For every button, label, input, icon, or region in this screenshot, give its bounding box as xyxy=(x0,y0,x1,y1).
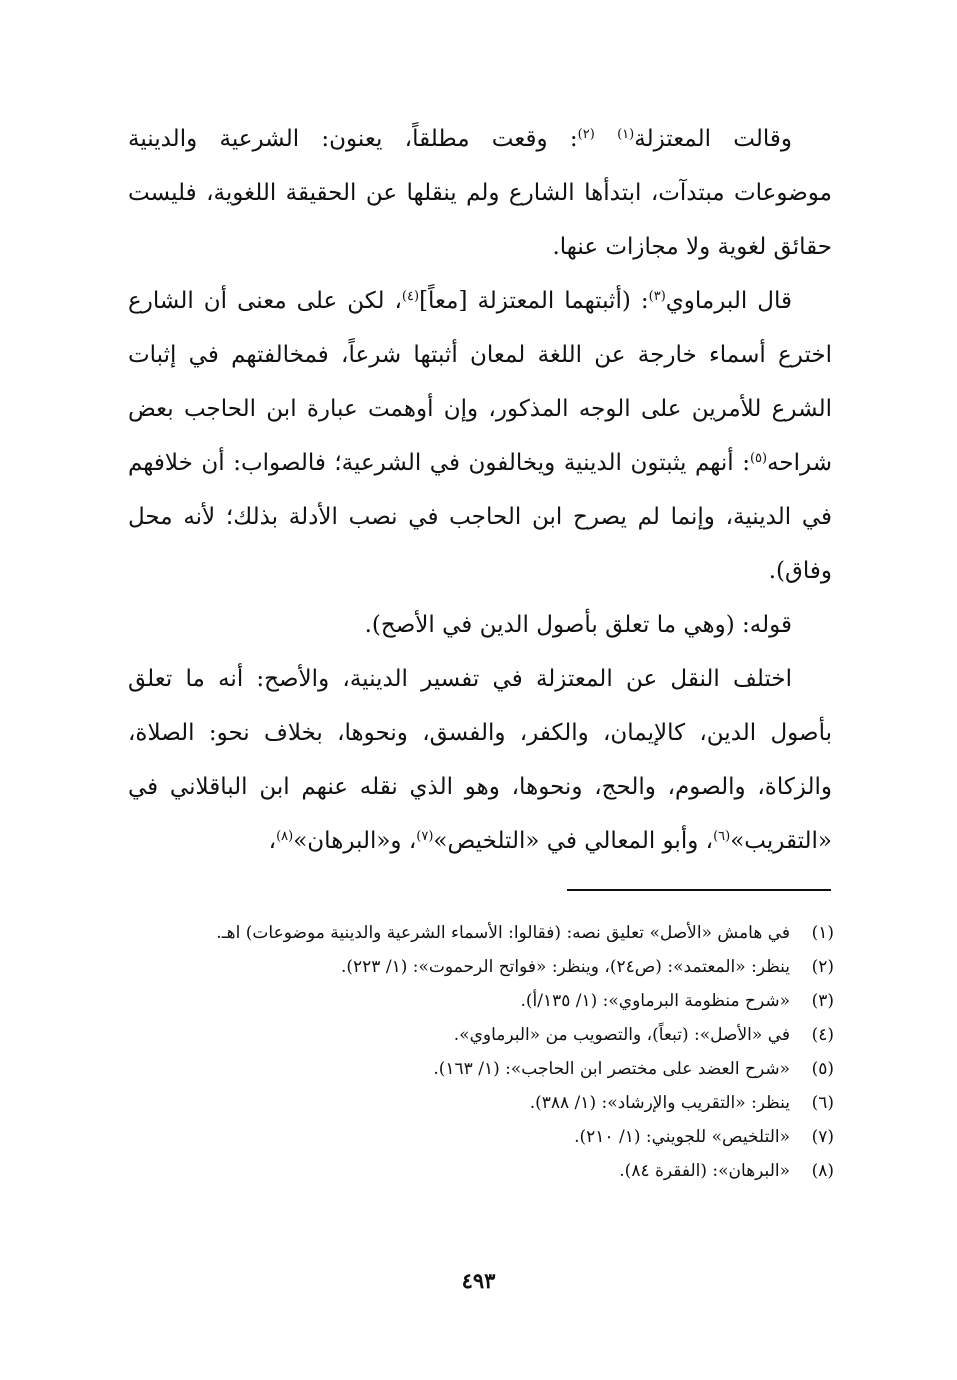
footnote-number: (٣) xyxy=(811,991,834,1011)
footnote-item xyxy=(120,916,834,950)
text-run: وقالت المعتزلة xyxy=(634,126,792,152)
main-text xyxy=(128,112,832,868)
paragraph xyxy=(128,112,832,274)
footnote-text: ينظر: «المعتمد»: (ص٢٤)، وينظر: «فواتح الرحموت»: (١/ ٢٢٣). xyxy=(340,957,790,977)
footnote-number: (٥) xyxy=(811,1059,834,1079)
footnote-text: ينظر: «التقريب والإرشاد»: (١/ ٣٨٨). xyxy=(529,1093,790,1113)
text-run: : (أثبتهما المعتزلة [معاً] xyxy=(419,288,649,314)
footnote-text: في هامش «الأصل» تعليق نصه: (فقالوا: الأسماء الشرعية والدينية موضوعات) اهـ. xyxy=(216,923,790,943)
footnote-item xyxy=(120,1018,834,1052)
text-run xyxy=(595,126,617,152)
footnote-item xyxy=(120,1086,834,1120)
footnote-text: «التلخيص» للجويني: (١/ ٢١٠). xyxy=(574,1127,790,1147)
footnote-item xyxy=(120,950,834,984)
footnote-text: في «الأصل»: (تبعاً)، والتصويب من «البرماوي». xyxy=(453,1025,790,1045)
paragraph xyxy=(128,598,832,652)
footnote-text: «البرهان»: (الفقرة ٨٤). xyxy=(619,1161,790,1181)
footnote-ref[interactable]: (٨) xyxy=(276,829,294,844)
footnote-ref[interactable]: (٢) xyxy=(577,127,595,142)
footnotes xyxy=(120,916,834,1188)
footnote-number: (٧) xyxy=(811,1127,834,1147)
footnote-text: «شرح العضد على مختصر ابن الحاجب»: (١/ ١٦٣). xyxy=(433,1059,790,1079)
text-run: : أنهم يثبتون الدينية ويخالفون في الشرعية؛ فالصواب: أن خلافهم في الدينية، وإنما لم يصرح ابن الحاجب في نصب الأدلة بذلك؛ لأنه محل وفاق). xyxy=(128,450,832,584)
footnote-number: (٤) xyxy=(811,1025,834,1045)
text-run: قوله: (وهي ما تعلق بأصول الدين في الأصح). xyxy=(364,612,792,638)
footnote-ref[interactable]: (٣) xyxy=(648,289,666,304)
footnote-number: (١) xyxy=(811,923,834,943)
footnote-ref[interactable]: (٤) xyxy=(401,289,420,304)
footnote-item xyxy=(120,1052,834,1086)
footnote-ref[interactable]: (٥) xyxy=(749,451,768,466)
footnote-item xyxy=(120,984,834,1018)
text-run: اختلف النقل عن المعتزلة في تفسير الدينية، والأصح: أنه ما تعلق بأصول الدين، كالإيمان، والكفر، والفسق، ونحوها، بخلاف نحو: الصلاة، والزكاة، والصوم، والحج، ونحوها، وهو الذي نقله عنهم ابن الباقلاني في «التقريب» xyxy=(128,666,832,854)
footnote-separator xyxy=(567,889,831,891)
page-number: ٤٩٣ xyxy=(461,1268,496,1293)
text-run: ، لكن على معنى أن الشارع اخترع أسماء خارجة عن اللغة لمعان أثبتها شرعاً، فمخالفتهم في إثبات الشرع للأمرين على الوجه المذكور، وإن أوهمت عبارة ابن الحاجب بعض شراحه xyxy=(128,288,832,476)
footnote-item xyxy=(120,1120,834,1154)
footnote-ref[interactable]: (٦) xyxy=(713,829,731,844)
paragraph xyxy=(128,652,832,868)
footnote-ref[interactable]: (١) xyxy=(617,127,635,142)
footnote-ref[interactable]: (٧) xyxy=(416,829,434,844)
footnote-number: (٨) xyxy=(811,1161,834,1181)
paragraph xyxy=(128,274,832,598)
footnote-number: (٦) xyxy=(811,1093,834,1113)
text-run: ، و«البرهان» xyxy=(293,828,417,854)
text-run: ، وأبو المعالي في «التلخيص» xyxy=(433,828,714,854)
footnote-item xyxy=(120,1154,834,1188)
text-run: : وقعت مطلقاً، يعنون: الشرعية والدينية موضوعات مبتدآت، ابتدأها الشارع ولم ينقلها عن الحقيقة اللغوية، فليست حقائق لغوية ولا مجازات عنها. xyxy=(128,126,832,260)
footnote-text: «شرح منظومة البرماوي»: (١/ ١٣٥/أ). xyxy=(520,991,790,1011)
text-run: ، xyxy=(268,828,277,854)
text-run: قال البرماوي xyxy=(665,288,792,314)
footnote-number: (٢) xyxy=(811,957,834,977)
